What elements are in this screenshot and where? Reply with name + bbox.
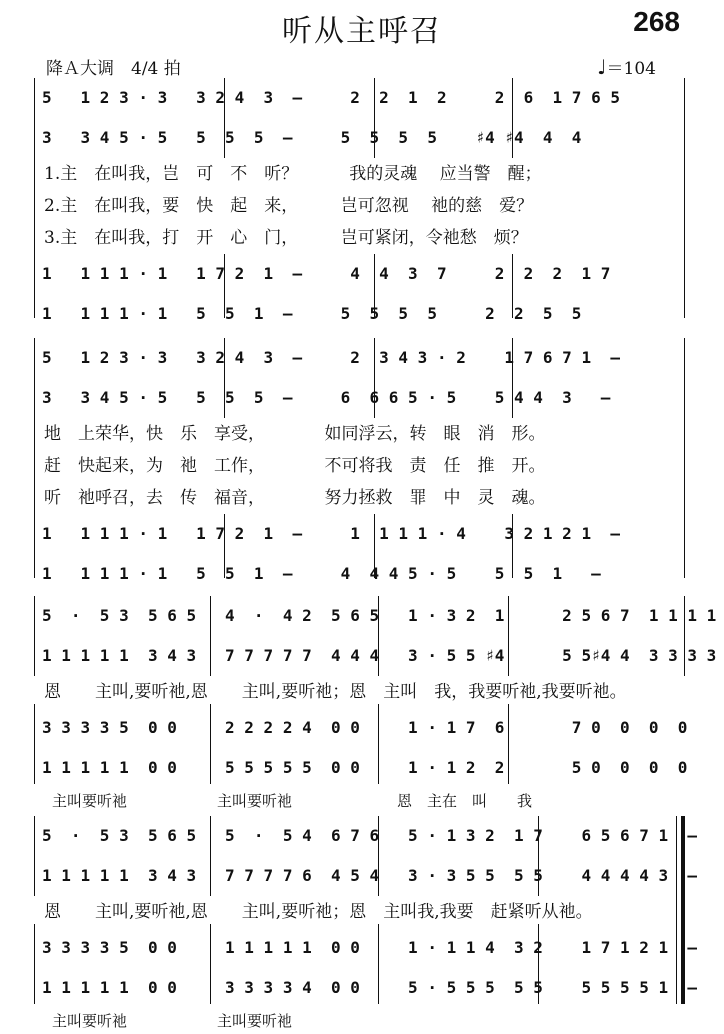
score-system-1	[34, 78, 686, 334]
lyric-refrain: 恩 主叫,要听祂,恩 主叫,要听祂；恩 主叫 我，我要听祂,我要听祂。	[44, 682, 627, 702]
lower-voice-lyric: 主叫要听祂 主叫要听祂 恩 主在 叫 我	[52, 792, 533, 810]
score-system-2	[34, 338, 686, 594]
melody-line: 5 1 2 3 · 3 3 2 4 3 – 2 3 4 3 · 2 1 7 6 7 1 –	[42, 348, 620, 367]
tenor-line: 1 1 1 1 · 1 1 7 2 1 – 4 4 3 7 2 2 2 1 7	[42, 264, 611, 283]
lyric-verse-3: 3.主 在叫我，打 开 心 门， 岂可紧闭，令祂愁 烦？	[44, 228, 528, 248]
melody-line: 5 · 5 3 5 6 5 4 · 4 2 5 6 5 1 · 3 2 1 2 5 6 7 1 1 1 1	[42, 606, 717, 625]
key-time-signature: 降Ａ大调 4/4 拍	[46, 59, 181, 79]
lyric-verse-2: 2.主 在叫我，要 快 起 来， 岂可忽视 祂的慈 爱？	[44, 196, 534, 216]
hymn-number: 268	[633, 6, 680, 37]
bass-line: 1 1 1 1 · 1 5 5 1 – 5 5 5 5 2 2 5 5	[42, 304, 582, 323]
alto-line: 1 1 1 1 1 3 4 3 7 7 7 7 6 4 5 4 3 · 3 5 5 5 5 4 4 4 4 3 –	[42, 866, 698, 885]
bass-line: 1 1 1 1 1 0 0 5 5 5 5 5 0 0 1 · 1 2 2 5 0 0 0 0	[42, 758, 688, 777]
tenor-line: 3 3 3 3 5 0 0 2 2 2 2 4 0 0 1 · 1 7 6 7 0 0 0 0	[42, 718, 688, 737]
bass-line: 1 1 1 1 · 1 5 5 1 – 4 4 4 5 · 5 5 5 1 –	[42, 564, 601, 583]
alto-line: 3 3 4 5 · 5 5 5 5 – 6 6 6 5 · 5 5 4 4 3 –	[42, 388, 611, 407]
tenor-line: 3 3 3 3 5 0 0 1 1 1 1 1 0 0 1 · 1 1 4 3 2 1 7 1 2 1 –	[42, 938, 698, 957]
bass-line: 1 1 1 1 1 0 0 3 3 3 3 4 0 0 5 · 5 5 5 5 5 5 5 5 5 1 –	[42, 978, 698, 997]
score-system-3	[34, 596, 717, 814]
melody-line: 5 1 2 3 · 3 3 2 4 3 – 2 2 1 2 2 6 1 7 6 5	[42, 88, 620, 107]
lyric-refrain: 恩 主叫,要听祂,恩 主叫,要听祂；恩 主叫我,我要 赶紧听从祂。	[44, 902, 593, 922]
lyric-verse-2: 赶 快起来，为 祂 工作， 不可将我 责 任 推 开。	[44, 456, 546, 476]
tempo-marking	[597, 54, 656, 79]
lower-voice-lyric: 主叫要听祂 主叫要听祂	[52, 1012, 293, 1030]
alto-line: 1 1 1 1 1 3 4 3 7 7 7 7 7 4 4 4 3 · 5 5 ♯4 5 5♯4 4 3 3 3 3	[42, 646, 717, 665]
melody-line: 5 · 5 3 5 6 5 5 · 5 4 6 7 6 5 · 1 3 2 1 7 6 5 6 7 1 –	[42, 826, 698, 845]
hymn-title: 听从主呼召	[282, 14, 442, 49]
tempo-value: ＝104	[606, 59, 656, 79]
score-system-4	[34, 816, 698, 1034]
quarter-note-icon: ♩	[597, 55, 607, 79]
alto-line: 3 3 4 5 · 5 5 5 5 – 5 5 5 5 ♯4 ♯4 4 4	[42, 128, 582, 147]
lyric-verse-1: 1.主 在叫我，岂 可 不 听？ 我的灵魂 应当警 醒；	[44, 164, 542, 184]
lyric-verse-3: 听 祂呼召，去 传 福音， 努力拯救 罪 中 灵 魂。	[44, 488, 546, 508]
tenor-line: 1 1 1 1 · 1 1 7 2 1 – 1 1 1 1 · 4 3 2 1 2 1 –	[42, 524, 620, 543]
lyric-verse-1: 地 上荣华，快 乐 享受， 如同浮云，转 眼 消 形。	[44, 424, 546, 444]
